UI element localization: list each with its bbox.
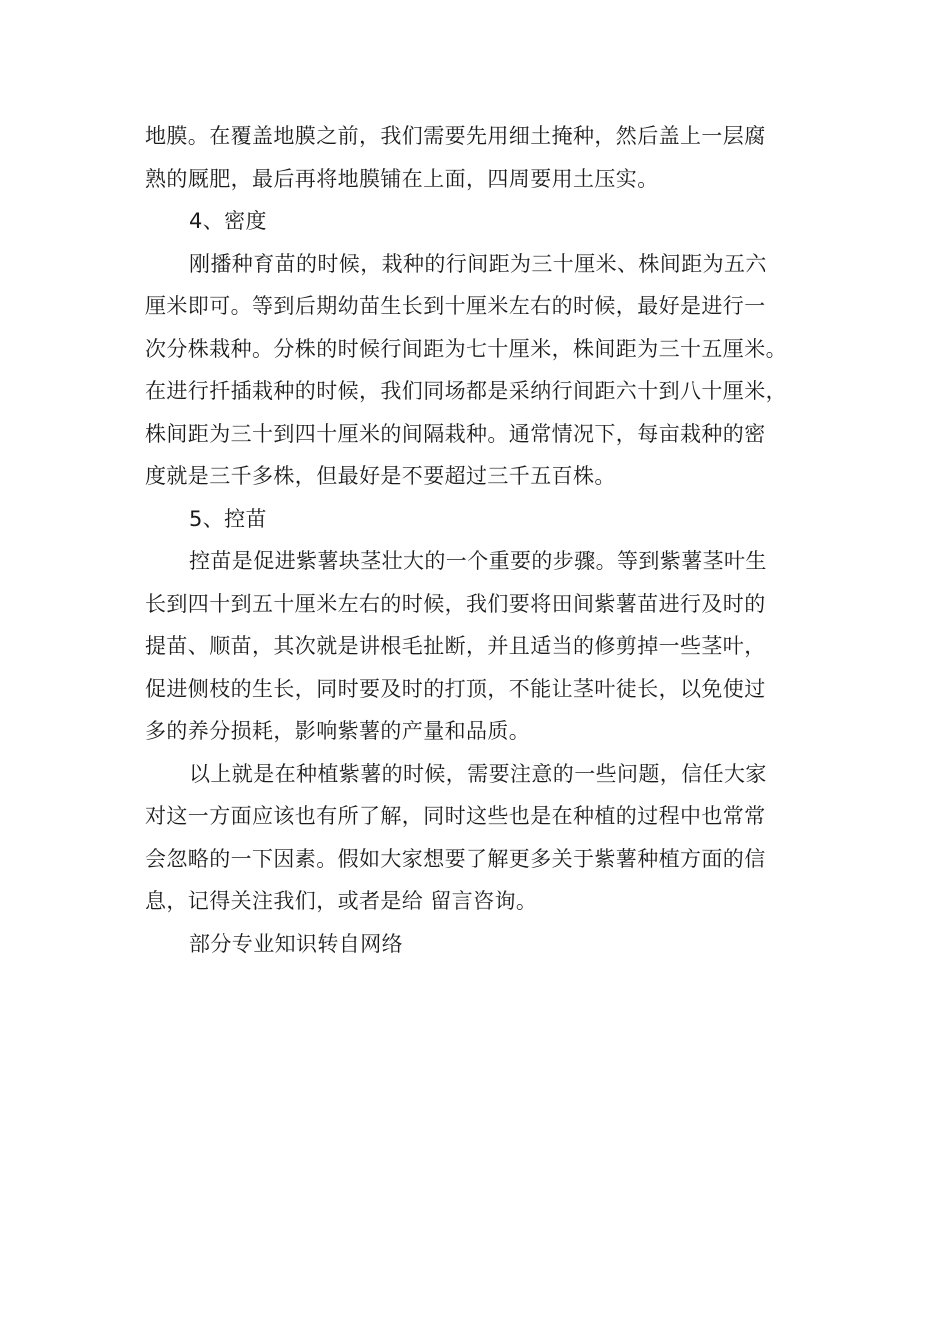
text-line: 在进行扦插栽种的时候，我们同场都是采纳行间距六十到八十厘米， — [145, 379, 787, 403]
text-line: 会忽略的一下因素。假如大家想要了解更多关于紫薯种植方面的信 — [145, 846, 766, 871]
paragraph-intro — [145, 115, 810, 200]
paragraph-density — [145, 243, 810, 498]
text-line: 对这一方面应该也有所了解，同时这些也是在种植的过程中也常常 — [145, 804, 766, 828]
text-line: 提苗、顺苗，其次就是讲根毛扯断，并且适当的修剪掉一些茎叶， — [145, 634, 766, 658]
text-line: 地膜。在覆盖地膜之前，我们需要先用细土掩种，然后盖上一层腐 — [145, 124, 766, 148]
paragraph-summary — [145, 753, 810, 923]
document-body — [145, 115, 810, 965]
text-line: 厘米即可。等到后期幼苗生长到十厘米左右的时候，最好是进行一 — [145, 294, 766, 318]
text-line: 株间距为三十到四十厘米的间隔栽种。通常情况下，每亩栽种的密 — [145, 421, 766, 446]
footer-note: 部分专业知识转自网络 — [189, 931, 403, 956]
text-line: 息，记得关注我们，或者是给 留言咨询。 — [145, 889, 538, 913]
text-line: 刚播种育苗的时候，栽种的行间距为三十厘米、株间距为五六 — [189, 251, 767, 276]
text-line: 多的养分损耗，影响紫薯的产量和品质。 — [145, 719, 531, 743]
text-line: 长到四十到五十厘米左右的时候，我们要将田间紫薯苗进行及时的 — [145, 591, 766, 616]
text-line: 次分株栽种。分株的时候行间距为七十厘米，株间距为三十五厘米。 — [145, 336, 787, 361]
section-heading-seedling: 5、控苗 — [189, 506, 267, 531]
text-line: 促进侧枝的生长，同时要及时的打顶，不能让茎叶徒长，以免使过 — [145, 676, 766, 701]
text-line: 控苗是促进紫薯块茎壮大的一个重要的步骤。等到紫薯茎叶生 — [189, 549, 767, 573]
paragraph-seedling — [145, 540, 810, 753]
text-line: 度就是三千多株，但最好是不要超过三千五百株。 — [145, 464, 616, 488]
text-line: 熟的厩肥，最后再将地膜铺在上面，四周要用土压实。 — [145, 166, 659, 191]
text-line: 以上就是在种植紫薯的时候，需要注意的一些问题，信任大家 — [189, 761, 767, 786]
section-heading-density: 4、密度 — [189, 209, 267, 233]
